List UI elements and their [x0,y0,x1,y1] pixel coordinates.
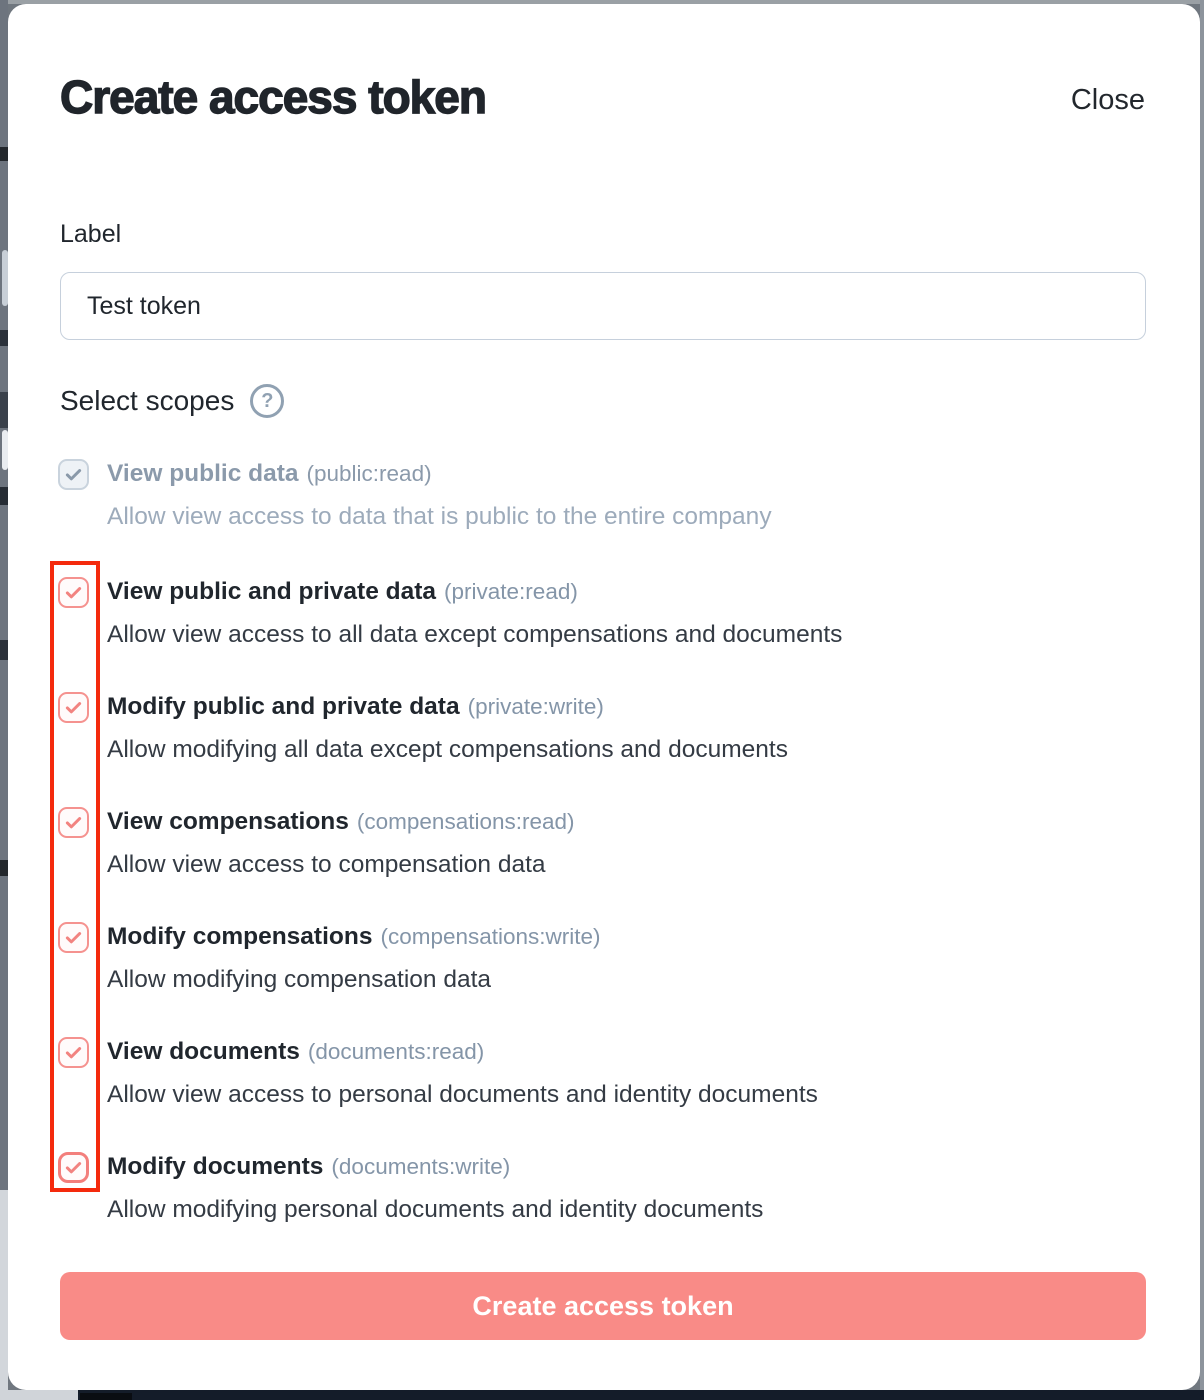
scope-text [107,576,842,651]
select-scopes-heading: Select scopes [60,385,235,416]
token-label-input[interactable] [60,272,1146,340]
scope-title-line [107,458,772,493]
background-fragment [0,487,8,505]
scope-name: View public data [107,460,299,487]
scope-row [58,1036,1138,1111]
scope-title-line [107,576,842,611]
background-fragment [80,1393,132,1400]
background-edge-left [0,0,8,1400]
create-access-token-button[interactable]: Create access token [60,1272,1146,1340]
scope-checkbox[interactable] [58,459,89,490]
select-scopes-header [60,384,284,418]
question-mark-circle-icon[interactable]: ? [250,384,284,418]
scope-description: Allow view access to personal documents and identity documents [107,1081,818,1108]
scope-code: (private:read) [444,579,578,604]
scope-code: (compensations:write) [380,924,601,949]
scope-name: View compensations [107,808,349,835]
scope-name: View documents [107,1038,300,1065]
create-access-token-modal [8,4,1200,1390]
background-fragment [0,1190,8,1390]
scope-code: (public:read) [306,461,432,486]
modal-title: Create access token [60,71,486,123]
scope-checkbox[interactable] [58,692,89,723]
scope-code: (documents:read) [307,1039,485,1064]
scope-name: Modify documents [107,1153,324,1180]
scope-row [58,691,1138,766]
scope-checkbox[interactable] [58,807,89,838]
checkmark-icon [63,1157,84,1178]
scope-row [58,576,1138,651]
scopes-list [58,458,1138,1266]
scope-description: Allow modifying personal documents and identity documents [107,1196,764,1223]
scope-title-line [107,1036,818,1071]
scope-text [107,806,575,881]
scope-checkbox[interactable] [58,577,89,608]
background-fragment [0,147,8,161]
checkmark-icon [63,697,84,718]
background-fragment [0,1390,78,1400]
checkmark-icon [63,464,84,485]
scope-name: Modify compensations [107,923,373,950]
scope-code: (private:write) [467,694,604,719]
scope-description: Allow view access to data that is public to the entire company [107,503,772,530]
close-button[interactable]: Close [1070,84,1145,116]
scope-text [107,458,772,533]
background-edge-right [1200,0,1204,1400]
background-fragment [0,640,8,660]
scope-code: (documents:write) [331,1154,511,1179]
background-fragment [0,860,8,876]
checkmark-icon [63,812,84,833]
label-field-label: Label [60,220,122,248]
checkmark-icon [63,582,84,603]
scope-row [58,458,1138,533]
scope-checkbox[interactable] [58,1037,89,1068]
scope-checkbox[interactable] [58,1152,89,1183]
scope-title-line [107,691,788,726]
background-fragment [0,330,8,346]
scope-title-line [107,806,575,841]
scope-text [107,1036,818,1111]
scope-row [58,806,1138,881]
scope-description: Allow view access to compensation data [107,851,546,878]
scope-row [58,1151,1138,1226]
scope-text [107,921,601,996]
scope-text [107,1151,763,1226]
scope-description: Allow view access to all data except compensations and documents [107,621,843,648]
scope-name: Modify public and private data [107,693,460,720]
background-fragment [0,392,8,428]
background-edge-bottom [0,1390,1204,1400]
scope-title-line [107,1151,763,1186]
scope-name: View public and private data [107,578,437,605]
scope-checkbox[interactable] [58,922,89,953]
checkmark-icon [63,927,84,948]
scope-text [107,691,788,766]
scope-row [58,921,1138,996]
scope-code: (compensations:read) [356,809,575,834]
scope-description: Allow modifying all data except compensations and documents [107,736,788,763]
checkmark-icon [63,1042,84,1063]
scope-description: Allow modifying compensation data [107,966,492,993]
scope-title-line [107,921,601,956]
